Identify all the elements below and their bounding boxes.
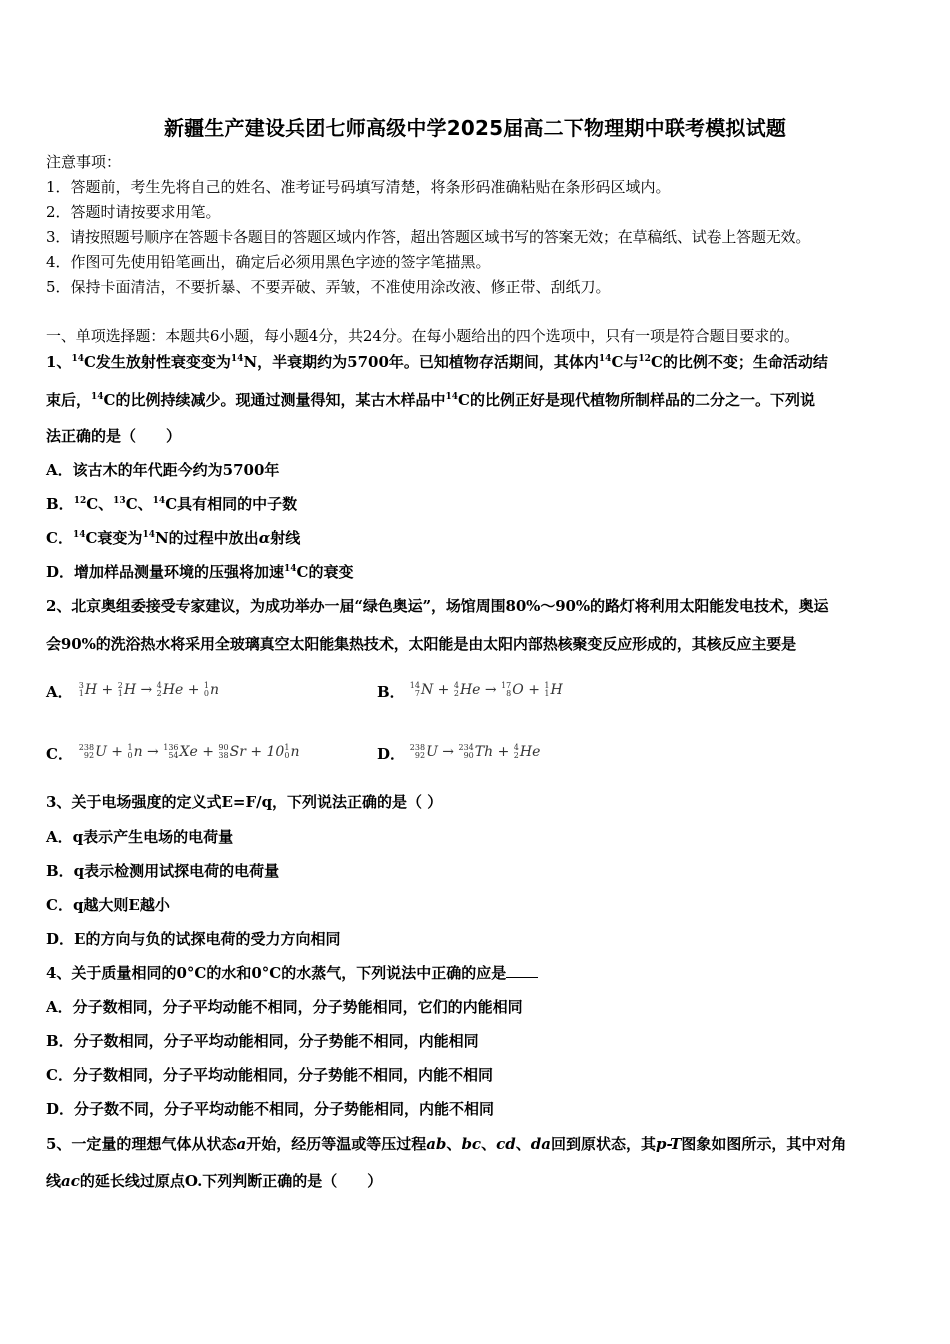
q3-option-a: A．q表示产生电场的电荷量 — [46, 828, 234, 846]
q2-option-c: C． 238 92 U + 1 0 n → 136 54 Xe + 90 38 Sr + 10 1 0 n — [46, 743, 300, 763]
q1-option-a: A．该古木的年代距今约为5700年 — [46, 461, 280, 479]
notice-item-1: 1．答题前，考生先将自己的姓名、准考证号码填写清楚，将条形码准确粘贴在条形码区域内。 — [46, 178, 671, 196]
q4-option-c: C．分子数相同，分子平均动能相同，分子势能不相同，内能不相同 — [46, 1066, 493, 1084]
notice-item-3: 3．请按照题号顺序在答题卡各题目的答题区域内作答，超出答题区域书写的答案无效；在草稿纸、试卷上答题无效。 — [46, 228, 811, 246]
q1-stem-line-2: 束后，$^{14}$C的比例持续减少。现通过测量得知，某古木样品中$^{14}$C的比例正好是现代植物所制样品的二分之一。下列说 — [46, 391, 815, 409]
notice-item-2: 2．答题时请按要求用笔。 — [46, 203, 221, 221]
page-title: 新疆生产建设兵团七师高级中学2025届高二下物理期中联考模拟试题 — [163, 116, 787, 140]
nuclear-equation-a: 3 1 H + 2 1 H → 4 2 He + 1 0 n — [78, 681, 219, 698]
q4-option-a: A．分子数相同，分子平均动能不相同，分子势能相同，它们的内能相同 — [46, 998, 523, 1016]
notice-item-5: 5．保持卡面清洁，不要折暴、不要弄破、弄皱，不准使用涂改液、修正带、刮纸刀。 — [46, 278, 611, 296]
q2-option-a: A． 3 1 H + 2 1 H → 4 2 He + 1 0 n — [46, 681, 219, 701]
q1-stem-line-3: 法正确的是（ ） — [46, 427, 182, 445]
q4-option-d: D．分子数不同，分子平均动能不相同，分子势能相同，内能不相同 — [46, 1100, 495, 1118]
q1-option-d: D．增加样品测量环境的压强将加速$^{14}$C的衰变 — [46, 563, 354, 581]
q1-option-b: B．$^{12}$C、$^{13}$C、$^{14}$C具有相同的中子数 — [46, 495, 298, 513]
q3-option-c: C．q越大则E越小 — [46, 896, 170, 914]
section-heading: 一、单项选择题：本题共6小题，每小题4分，共24分。在每小题给出的四个选项中，只有一项是符合题目要求的。 — [46, 327, 799, 345]
q3-option-d: D．E的方向与负的试探电荷的受力方向相同 — [46, 930, 341, 948]
nuclear-equation-c: 238 92 U + 1 0 n → 136 54 Xe + 90 38 Sr + 10 1 0 n — [78, 743, 300, 760]
q2-option-d: D． 238 92 U → 234 90 Th + 4 2 He — [377, 743, 541, 763]
q4-stem: 4、关于质量相同的0°C的水和0°C的水蒸气，下列说法中正确的应是 — [46, 963, 912, 983]
nuclear-equation-d: 238 92 U → 234 90 Th + 4 2 He — [409, 743, 541, 760]
q3-option-b: B．q表示检测用试探电荷的电荷量 — [46, 862, 280, 880]
q4-option-b: B．分子数相同，分子平均动能相同，分子势能不相同，内能相同 — [46, 1032, 479, 1050]
nuclear-equation-b: 14 7 N + 4 2 He → 17 8 O + 1 1 H — [409, 681, 563, 698]
q2-stem-line-1: 2、北京奥组委接受专家建议，为成功举办一届“绿色奥运”，场馆周围80%～90%的路灯将利用太阳能发电技术，奥运 — [46, 597, 829, 615]
notice-heading: 注意事项： — [46, 153, 122, 171]
q5-stem-line-1: 5、一定量的理想气体从状态a开始，经历等温或等压过程ab、bc、cd、da回到原状态，其p-T图象如图所示，其中对角 — [46, 1135, 847, 1153]
q1-option-c: C．$^{14}$C衰变为$^{14}$N的过程中放出α射线 — [46, 529, 301, 547]
q2-stem-line-2: 会90%的洗浴热水将采用全玻璃真空太阳能集热技术，太阳能是由太阳内部热核聚变反应形成的，其核反应主要是 — [46, 635, 797, 653]
notice-item-4: 4．作图可先使用铅笔画出，确定后必须用黑色字迹的签字笔描黑。 — [46, 253, 491, 271]
q3-stem: 3、关于电场强度的定义式E=F/q，下列说法正确的是（ ） — [46, 793, 443, 811]
answer-blank — [506, 963, 538, 978]
q1-stem-line-1: 1、$^{14}$C发生放射性衰变变为$^{14}$N，半衰期约为5700年。已知植物存活期间，其体内$^{14}$C与$^{12}$C的比例不变；生命活动结 — [46, 353, 828, 371]
superscript: 14 — [71, 354, 84, 364]
q5-stem-line-2: 线ac的延长线过原点O.下列判断正确的是（ ） — [46, 1172, 383, 1190]
q2-option-b: B． 14 7 N + 4 2 He → 17 8 O + 1 1 H — [377, 681, 563, 701]
